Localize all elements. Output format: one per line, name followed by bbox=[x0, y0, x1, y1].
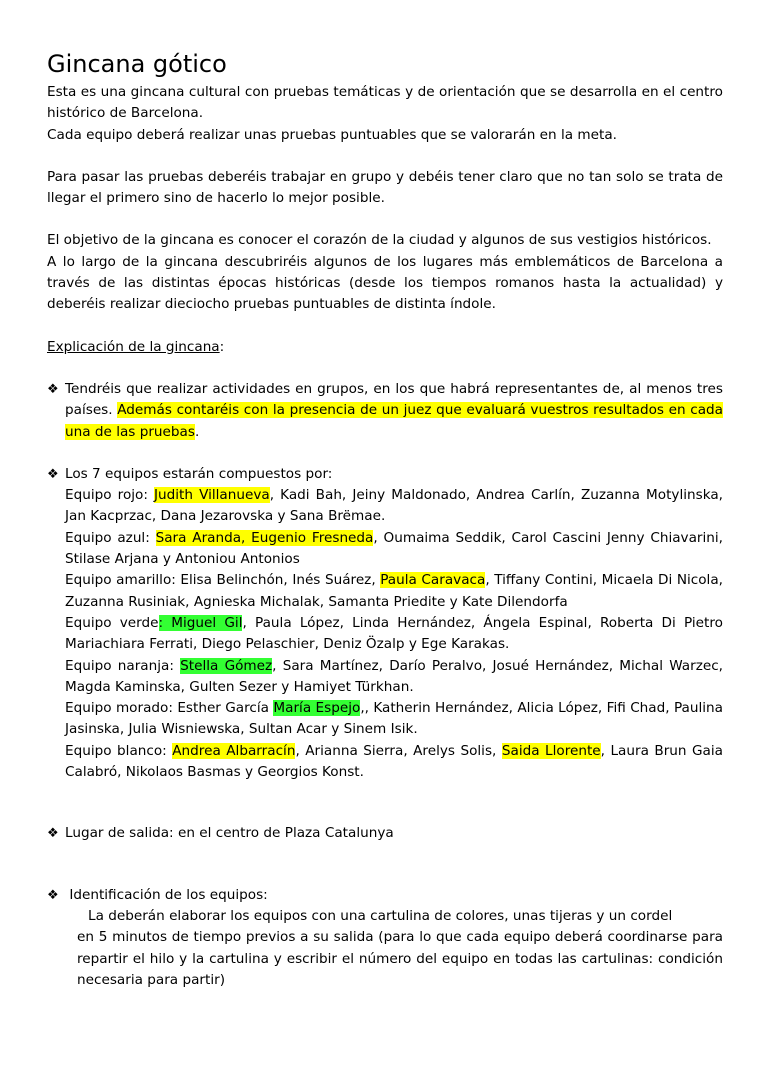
team-blanco: Equipo blanco: Andrea Albarracín, Arianna Sierra, Arelys Solis, Saida Llorente, Laura Brun Gaia Calabró, Nikolaos Basmas y Georgios Konst. bbox=[65, 742, 723, 781]
intro-paragraph-1: Esta es una gincana cultural con pruebas temáticas y de orientación que se desarrolla en el centro histórico de Barcelona. bbox=[47, 84, 723, 122]
bullet-start-place: ❖ Lugar de salida: en el centro de Plaza Catalunya bbox=[47, 823, 723, 844]
team-azul: Equipo azul: Sara Aranda, Eugenio Fresneda, Oumaima Seddik, Carol Cascini Jenny Chiavarini, Stilase Arjana y Antoniou Antonios bbox=[65, 529, 724, 568]
identification-line-1: La deberán elaborar los equipos con una cartulina de colores, unas tijeras y un cordel bbox=[88, 907, 673, 924]
bullet-teams-title: ❖ Los 7 equipos estarán compuestos por: bbox=[47, 464, 723, 485]
diamond-bullet-icon: ❖ bbox=[47, 826, 59, 842]
identification-rest: en 5 minutos de tiempo previos a su salida (para lo que cada equipo deberá coordinarse para repartir el hilo y la cartulina y escribir el número del equipo en todas las cartulinas: condición necesaria para partir) bbox=[77, 929, 723, 988]
intro-paragraph-5: A lo largo de la gincana descubriréis algunos de los lugares más emblemáticos de Barcelona a través de las distintas épocas históricas (desde los tiempos romanos hasta la actualidad) y deberéis realizar dieciocho pruebas puntuables de distinta índole. bbox=[47, 253, 723, 313]
section-heading-text: Explicación de la gincana bbox=[47, 338, 220, 355]
document-page bbox=[47, 48, 723, 991]
team-rojo: Equipo rojo: Judith Villanueva, Kadi Bah, Jeiny Maldonado, Andrea Carlín, Zuzanna Motylinska, Jan Kacprzac, Dana Jezarovska y Sana Brëmae. bbox=[65, 487, 723, 525]
team-verde: Equipo verde: Miguel Gil, Paula López, Linda Hernández, Ángela Espinal, Roberta Di Pietro Mariachiara Ferrati, Diego Pelaschier, Deniz Özalp y Ege Karakas. bbox=[65, 614, 723, 653]
bullet-identification: ❖ Identificación de los equipos: bbox=[47, 885, 723, 906]
team-amarillo: Equipo amarillo: Elisa Belinchón, Inés Suárez, Paula Caravaca, Tiffany Contini, Micaela Di Nicola, Zuzanna Rusiniak, Agnieska Michalak, Samanta Priedite y Kate Dilendorfa bbox=[65, 572, 723, 610]
section-heading: Explicación de la gincana: bbox=[47, 338, 225, 355]
intro-paragraph-2: Cada equipo deberá realizar unas pruebas puntuables que se valorarán en la meta. bbox=[47, 126, 617, 143]
team-naranja: Equipo naranja: Stella Gómez, Sara Martínez, Darío Peralvo, Josué Hernández, Michal Warzec, Magda Kaminska, Gulten Sezer y Hamiyet Türkhan. bbox=[65, 657, 723, 695]
document-title: Gincana gótico bbox=[47, 50, 227, 78]
highlighted-text: Además contaréis con la presencia de un juez que evaluará vuestros resultados en cada una de las pruebas bbox=[65, 402, 724, 440]
team-morado: Equipo morado: Esther García María Espejo,, Katherin Hernández, Alicia López, Fifi Chad, Paulina Jasinska, Julia Wisniewska, Sultan Acar y Sinem Isik. bbox=[65, 700, 723, 738]
diamond-bullet-icon: ❖ bbox=[47, 887, 59, 903]
intro-paragraph-4: El objetivo de la gincana es conocer el corazón de la ciudad y algunos de sus vestigios históricos. bbox=[47, 232, 712, 249]
intro-paragraph-3: Para pasar las pruebas deberéis trabajar en grupo y debéis tener claro que no tan solo se trata de llegar el primero sino de hacerlo lo mejor posible. bbox=[47, 168, 723, 207]
diamond-bullet-icon: ❖ bbox=[47, 381, 59, 397]
bullet-groups: ❖ Tendréis que realizar actividades en grupos, en los que habrá representantes de, al menos tres países. Además contaréis con la presencia de un juez que evaluará vuestros resultados en cada una de las pruebas. bbox=[47, 380, 724, 440]
diamond-bullet-icon: ❖ bbox=[47, 466, 59, 482]
